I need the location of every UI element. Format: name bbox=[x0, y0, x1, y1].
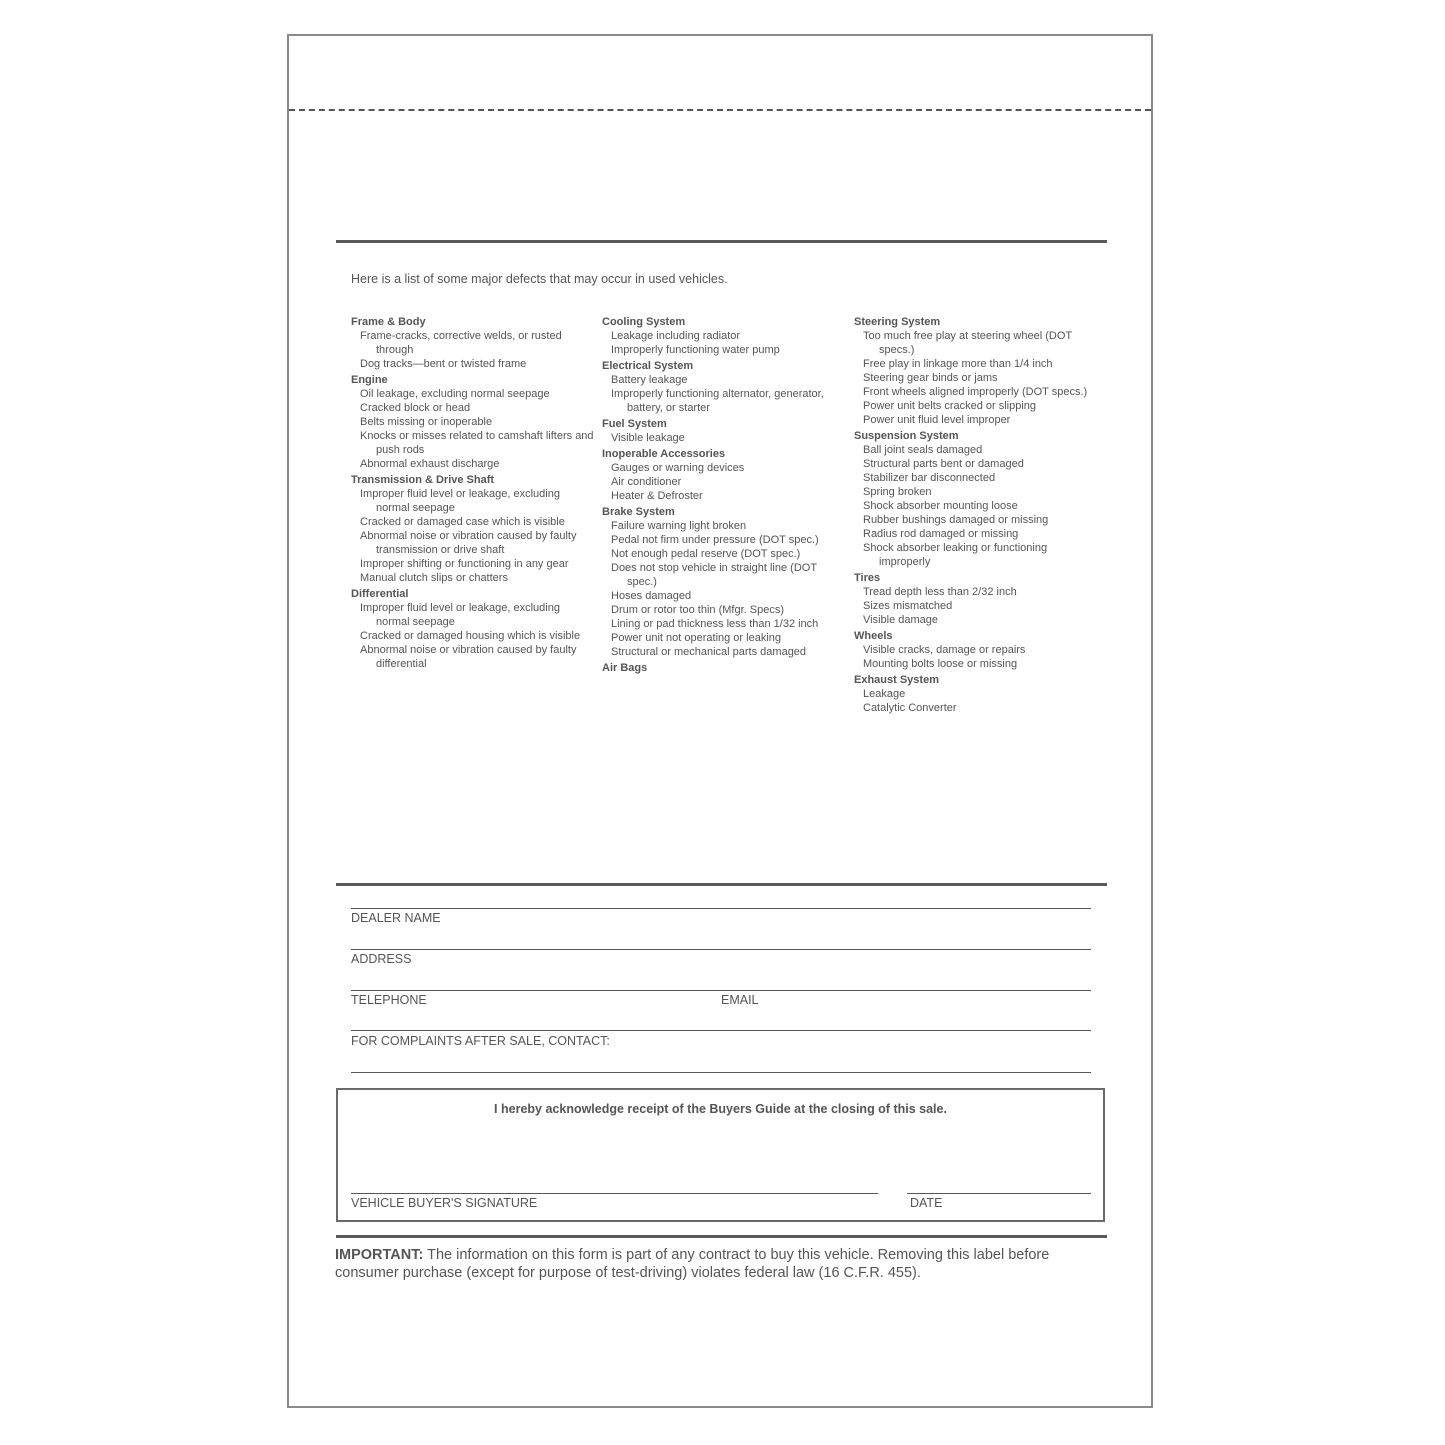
defect-category: Frame & Body bbox=[351, 316, 426, 328]
telephone-label: TELEPHONE bbox=[351, 993, 427, 1007]
defect-item: Visible cracks, damage or repairs bbox=[863, 644, 1026, 656]
defect-item: Ball joint seals damaged bbox=[863, 444, 983, 456]
dealer-name-line[interactable] bbox=[351, 908, 1091, 909]
defect-category: Fuel System bbox=[602, 418, 667, 430]
top-divider bbox=[336, 240, 1107, 243]
defect-item: Front wheels aligned improperly (DOT specs.) bbox=[863, 386, 1088, 398]
defects-column-2 bbox=[602, 313, 847, 675]
defects-column-3 bbox=[854, 313, 1099, 715]
important-label: IMPORTANT: bbox=[335, 1247, 424, 1263]
defect-category: Exhaust System bbox=[854, 674, 939, 686]
address-label: ADDRESS bbox=[351, 952, 412, 966]
defect-category: Inoperable Accessories bbox=[602, 448, 726, 460]
defect-item: Abnormal exhaust discharge bbox=[360, 458, 500, 470]
defect-item: Frame-cracks, corrective welds, or rusted through bbox=[360, 330, 562, 356]
defect-category: Wheels bbox=[854, 630, 893, 642]
defect-item: Cracked or damaged housing which is visible bbox=[360, 630, 581, 642]
defect-category: Brake System bbox=[602, 506, 675, 518]
defect-item: Improperly functioning alternator, generator, battery, or starter bbox=[611, 388, 824, 414]
complaints-contact-line[interactable] bbox=[351, 1072, 1091, 1073]
defect-category: Differential bbox=[351, 588, 409, 600]
defect-item: Knocks or misses related to camshaft lifters and push rods bbox=[360, 430, 594, 456]
defect-item: Dog tracks—bent or twisted frame bbox=[360, 358, 527, 370]
important-text: The information on this form is part of any contract to buy this vehicle. Removing this label before consumer purchase (except for purpose of test-driving) violates federal law (16 C.F.R. 455). bbox=[335, 1247, 1050, 1281]
defect-item: Manual clutch slips or chatters bbox=[360, 572, 508, 584]
defect-item: Cracked or damaged case which is visible bbox=[360, 516, 565, 528]
defect-item: Gauges or warning devices bbox=[611, 462, 745, 474]
complaints-label: FOR COMPLAINTS AFTER SALE, CONTACT: bbox=[351, 1034, 610, 1048]
email-label: EMAIL bbox=[721, 993, 759, 1007]
defect-item: Structural parts bent or damaged bbox=[863, 458, 1024, 470]
defect-item: Hoses damaged bbox=[611, 590, 692, 602]
defect-category: Transmission & Drive Shaft bbox=[351, 474, 495, 486]
defect-item: Stabilizer bar disconnected bbox=[863, 472, 996, 484]
buyers-guide-back-page bbox=[287, 34, 1153, 1408]
defect-item: Pedal not firm under pressure (DOT spec.) bbox=[611, 534, 819, 546]
address-line[interactable] bbox=[351, 949, 1091, 950]
defect-item: Belts missing or inoperable bbox=[360, 416, 493, 428]
defect-item: Structural or mechanical parts damaged bbox=[611, 646, 807, 658]
perforation-line bbox=[289, 109, 1151, 111]
defect-item: Drum or rotor too thin (Mfgr. Specs) bbox=[611, 604, 784, 616]
defect-item: Does not stop vehicle in straight line (DOT spec.) bbox=[611, 562, 817, 588]
defect-category: Suspension System bbox=[854, 430, 959, 442]
middle-divider bbox=[336, 883, 1107, 886]
defect-item: Leakage bbox=[863, 688, 906, 700]
bottom-divider bbox=[336, 1235, 1107, 1238]
defect-item: Improper shifting or functioning in any gear bbox=[360, 558, 569, 570]
defect-item: Abnormal noise or vibration caused by faulty transmission or drive shaft bbox=[360, 530, 577, 556]
defect-category: Electrical System bbox=[602, 360, 694, 372]
defect-item: Mounting bolts loose or missing bbox=[863, 658, 1018, 670]
defect-item: Power unit not operating or leaking bbox=[611, 632, 781, 644]
defect-item: Visible damage bbox=[863, 614, 939, 626]
defect-item: Improperly functioning water pump bbox=[611, 344, 780, 356]
defect-item: Sizes mismatched bbox=[863, 600, 953, 612]
defect-category: Tires bbox=[854, 572, 881, 584]
defect-item: Rubber bushings damaged or missing bbox=[863, 514, 1049, 526]
defect-item: Steering gear binds or jams bbox=[863, 372, 998, 384]
defects-column-1 bbox=[351, 313, 596, 671]
acknowledgement-text: I hereby acknowledge receipt of the Buyers Guide at the closing of this sale. bbox=[494, 1102, 947, 1116]
signature-label: VEHICLE BUYER'S SIGNATURE bbox=[351, 1196, 538, 1210]
defect-item: Spring broken bbox=[863, 486, 932, 498]
telephone-email-line[interactable] bbox=[351, 990, 1091, 991]
defect-item: Battery leakage bbox=[611, 374, 688, 386]
defect-item: Heater & Defroster bbox=[611, 490, 703, 502]
defect-item: Failure warning light broken bbox=[611, 520, 747, 532]
defect-item: Power unit belts cracked or slipping bbox=[863, 400, 1037, 412]
defect-item: Not enough pedal reserve (DOT spec.) bbox=[611, 548, 801, 560]
defect-item: Leakage including radiator bbox=[611, 330, 741, 342]
important-notice bbox=[335, 1246, 1110, 1282]
defect-item: Improper fluid level or leakage, excluding normal seepage bbox=[360, 488, 560, 514]
defect-item: Radius rod damaged or missing bbox=[863, 528, 1019, 540]
defect-item: Too much free play at steering wheel (DOT specs.) bbox=[863, 330, 1072, 356]
date-line[interactable] bbox=[907, 1193, 1091, 1194]
acknowledgement-box bbox=[336, 1088, 1105, 1222]
defect-item: Abnormal noise or vibration caused by faulty differential bbox=[360, 644, 577, 670]
defect-item: Cracked block or head bbox=[360, 402, 471, 414]
defect-item: Air conditioner bbox=[611, 476, 682, 488]
defect-item: Oil leakage, excluding normal seepage bbox=[360, 388, 550, 400]
defect-item: Shock absorber mounting loose bbox=[863, 500, 1018, 512]
defect-category: Cooling System bbox=[602, 316, 686, 328]
defect-item: Visible leakage bbox=[611, 432, 685, 444]
defect-item: Improper fluid level or leakage, excluding normal seepage bbox=[360, 602, 560, 628]
defect-item: Free play in linkage more than 1/4 inch bbox=[863, 358, 1053, 370]
signature-line[interactable] bbox=[351, 1193, 878, 1194]
complaints-line[interactable] bbox=[351, 1030, 1091, 1031]
defect-category: Steering System bbox=[854, 316, 941, 328]
defect-category: Engine bbox=[351, 374, 388, 386]
date-label: DATE bbox=[910, 1196, 943, 1210]
dealer-name-label: DEALER NAME bbox=[351, 911, 441, 925]
defect-item: Lining or pad thickness less than 1/32 inch bbox=[611, 618, 819, 630]
defect-item: Tread depth less than 2/32 inch bbox=[863, 586, 1017, 598]
defect-item: Power unit fluid level improper bbox=[863, 414, 1011, 426]
defect-category: Air Bags bbox=[602, 662, 648, 674]
defect-item: Shock absorber leaking or functioning improperly bbox=[863, 542, 1048, 568]
defect-item: Catalytic Converter bbox=[863, 702, 957, 714]
defects-intro: Here is a list of some major defects that may occur in used vehicles. bbox=[351, 272, 728, 286]
